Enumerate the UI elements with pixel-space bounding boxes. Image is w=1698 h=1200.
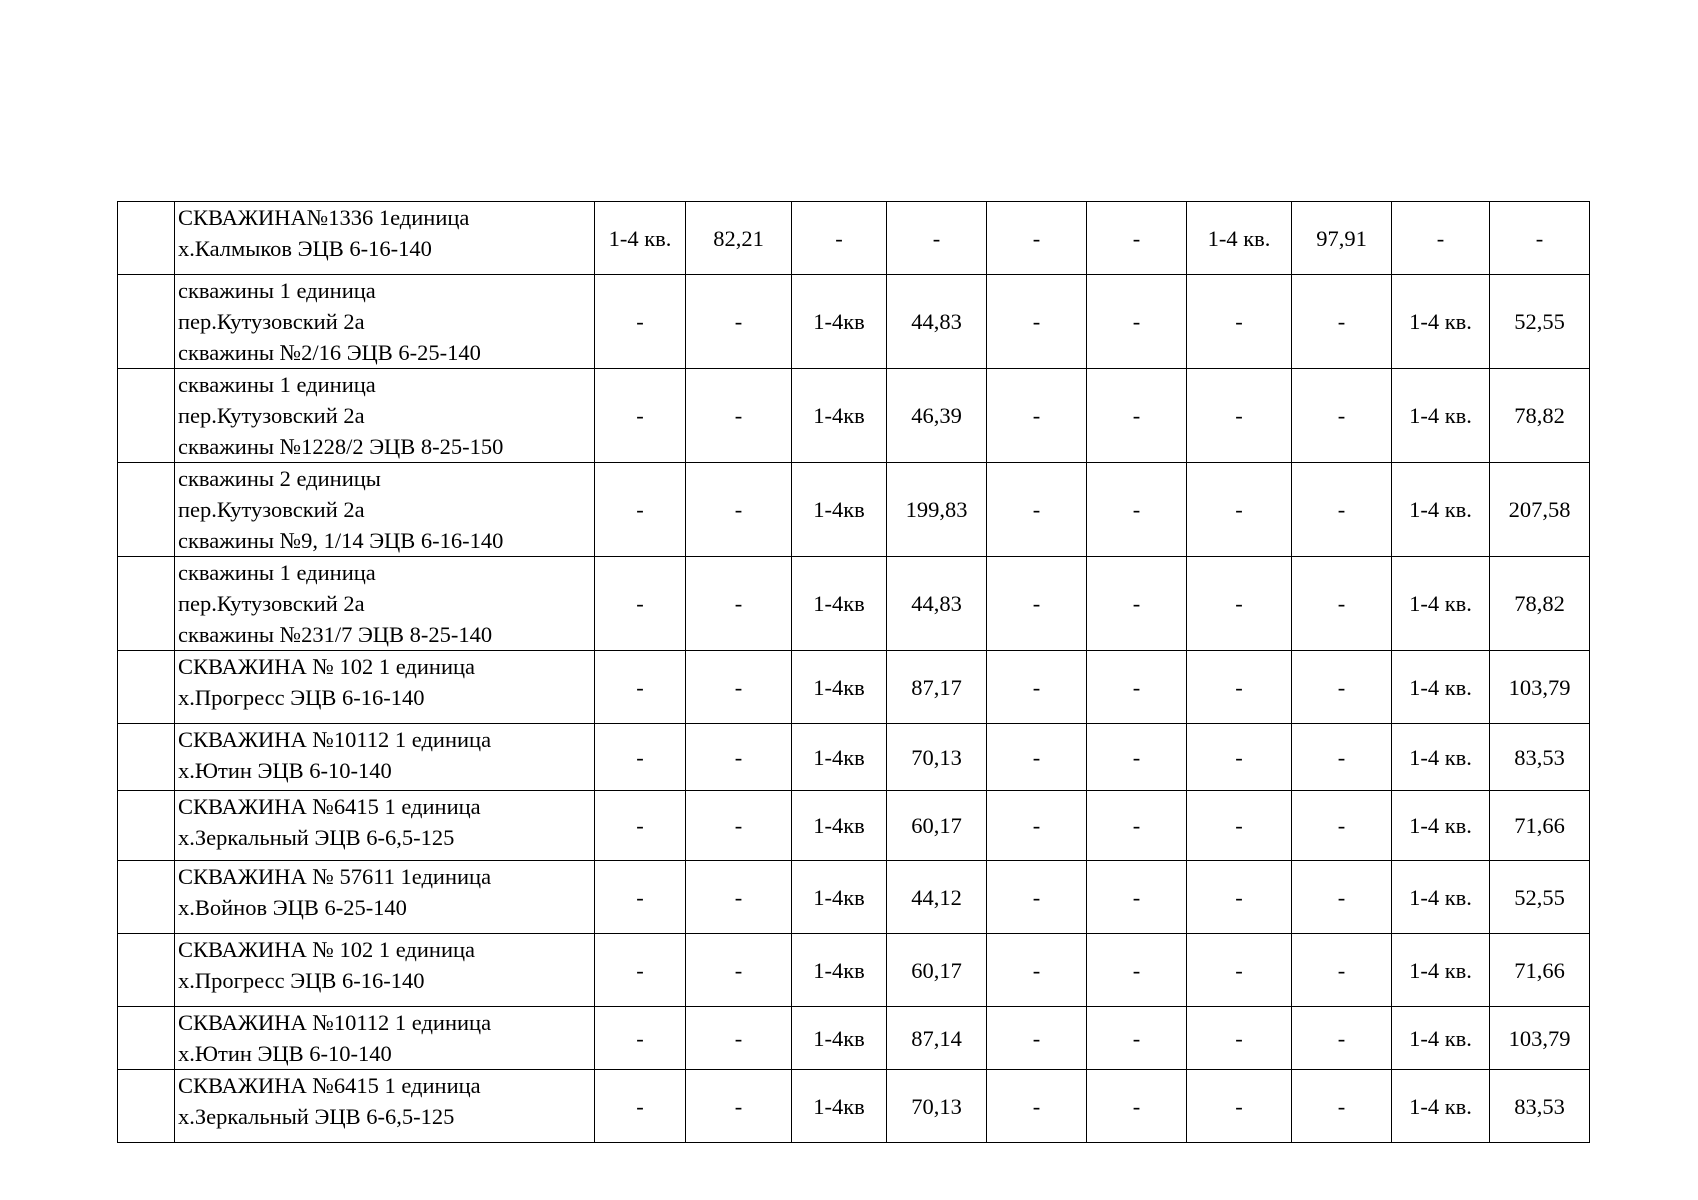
value-cell: - <box>1087 791 1187 861</box>
value-cell: 199,83 <box>887 463 987 557</box>
table-row <box>118 275 1590 369</box>
description-line: пер.Кутузовский 2а <box>178 309 365 334</box>
value-cell: 70,13 <box>887 724 987 791</box>
value-cell: - <box>1292 934 1392 1007</box>
description-line: х.Ютин ЭЦВ 6-10-140 <box>178 1041 392 1066</box>
value-cell: - <box>1087 861 1187 934</box>
description-line: СКВАЖИНА №10112 1 единица <box>178 1010 492 1035</box>
table-row <box>118 369 1590 463</box>
value-cell: 1-4 кв. <box>1392 651 1490 724</box>
value-cell: - <box>1490 202 1590 275</box>
value-cell: 70,13 <box>887 1070 987 1143</box>
table-row <box>118 463 1590 557</box>
value-cell: - <box>686 1007 792 1070</box>
row-number-cell <box>118 1070 175 1143</box>
value-cell: - <box>1087 202 1187 275</box>
value-cell: - <box>1392 202 1490 275</box>
value-cell: 44,12 <box>887 861 987 934</box>
value-cell: - <box>987 724 1087 791</box>
value-cell: - <box>686 651 792 724</box>
value-cell: 1-4кв <box>792 651 887 724</box>
description-line: пер.Кутузовский 2а <box>178 497 365 522</box>
description-line: скважины 2 единицы <box>178 466 381 491</box>
description-cell <box>175 791 595 861</box>
value-cell: 1-4кв <box>792 934 887 1007</box>
value-cell: 1-4 кв. <box>1392 1070 1490 1143</box>
value-cell: - <box>1187 724 1292 791</box>
value-cell: 78,82 <box>1490 369 1590 463</box>
value-cell: 1-4 кв. <box>1392 861 1490 934</box>
description-cell <box>175 202 595 275</box>
value-cell: 1-4 кв. <box>1392 369 1490 463</box>
table-row <box>118 724 1590 791</box>
value-cell: - <box>595 275 686 369</box>
row-number-cell <box>118 791 175 861</box>
value-cell: - <box>1087 557 1187 651</box>
value-cell: - <box>987 463 1087 557</box>
value-cell: - <box>595 724 686 791</box>
value-cell: - <box>1292 1007 1392 1070</box>
value-cell: - <box>595 1007 686 1070</box>
value-cell: - <box>1087 651 1187 724</box>
row-number-cell <box>118 861 175 934</box>
value-cell: 1-4 кв. <box>1392 275 1490 369</box>
value-cell: - <box>595 934 686 1007</box>
table-row <box>118 1007 1590 1070</box>
value-cell: - <box>595 463 686 557</box>
value-cell: - <box>987 202 1087 275</box>
value-cell: - <box>1087 724 1187 791</box>
table-row <box>118 1070 1590 1143</box>
value-cell: - <box>686 934 792 1007</box>
value-cell: - <box>1187 1070 1292 1143</box>
row-number-cell <box>118 557 175 651</box>
value-cell: 87,14 <box>887 1007 987 1070</box>
value-cell: 46,39 <box>887 369 987 463</box>
description-line: СКВАЖИНА №6415 1 единица <box>178 794 481 819</box>
description-line: СКВАЖИНА № 57611 1единица <box>178 864 492 889</box>
value-cell: - <box>792 202 887 275</box>
value-cell: - <box>987 557 1087 651</box>
value-cell: 52,55 <box>1490 275 1590 369</box>
value-cell: 52,55 <box>1490 861 1590 934</box>
value-cell: - <box>987 1070 1087 1143</box>
row-number-cell <box>118 934 175 1007</box>
value-cell: 1-4кв <box>792 724 887 791</box>
description-line: скважины №2/16 ЭЦВ 6-25-140 <box>178 340 481 365</box>
value-cell: 97,91 <box>1292 202 1392 275</box>
value-cell: - <box>1187 861 1292 934</box>
description-line: СКВАЖИНА № 102 1 единица <box>178 654 476 679</box>
value-cell: - <box>1087 463 1187 557</box>
value-cell: - <box>1187 369 1292 463</box>
description-line: СКВАЖИНА №10112 1 единица <box>178 727 492 752</box>
description-cell <box>175 1070 595 1143</box>
row-number-cell <box>118 651 175 724</box>
value-cell: - <box>1187 463 1292 557</box>
description-cell <box>175 369 595 463</box>
description-cell <box>175 275 595 369</box>
value-cell: - <box>987 651 1087 724</box>
value-cell: - <box>1187 791 1292 861</box>
value-cell: 1-4 кв. <box>1392 463 1490 557</box>
value-cell: 83,53 <box>1490 1070 1590 1143</box>
description-cell <box>175 724 595 791</box>
value-cell: - <box>887 202 987 275</box>
description-line: СКВАЖИНА №6415 1 единица <box>178 1073 481 1098</box>
row-number-cell <box>118 275 175 369</box>
value-cell: 1-4 кв. <box>1392 1007 1490 1070</box>
value-cell: - <box>1187 934 1292 1007</box>
table-row <box>118 202 1590 275</box>
value-cell: - <box>1292 275 1392 369</box>
value-cell: - <box>595 791 686 861</box>
value-cell: 1-4кв <box>792 1070 887 1143</box>
value-cell: - <box>686 557 792 651</box>
value-cell: - <box>686 463 792 557</box>
description-line: х.Прогресс ЭЦВ 6-16-140 <box>178 968 425 993</box>
description-line: скважины 1 единица <box>178 372 376 397</box>
description-line: скважины 1 единица <box>178 560 376 585</box>
description-cell <box>175 1007 595 1070</box>
description-cell <box>175 934 595 1007</box>
description-line: скважины №9, 1/14 ЭЦВ 6-16-140 <box>178 528 504 553</box>
value-cell: - <box>1292 1070 1392 1143</box>
description-cell <box>175 557 595 651</box>
value-cell: 1-4 кв. <box>1392 557 1490 651</box>
wells-table <box>117 201 1590 1143</box>
value-cell: 1-4 кв. <box>1392 791 1490 861</box>
value-cell: - <box>1187 275 1292 369</box>
description-line: х.Калмыков ЭЦВ 6-16-140 <box>178 236 432 261</box>
value-cell: - <box>1087 369 1187 463</box>
value-cell: 1-4кв <box>792 557 887 651</box>
description-line: х.Зеркальный ЭЦВ 6-6,5-125 <box>178 825 455 850</box>
description-line: х.Прогресс ЭЦВ 6-16-140 <box>178 685 425 710</box>
value-cell: - <box>1087 934 1187 1007</box>
value-cell: - <box>1087 1007 1187 1070</box>
row-number-cell <box>118 1007 175 1070</box>
value-cell: 1-4 кв. <box>595 202 686 275</box>
value-cell: 87,17 <box>887 651 987 724</box>
value-cell: - <box>1292 463 1392 557</box>
value-cell: - <box>1187 557 1292 651</box>
value-cell: - <box>1292 557 1392 651</box>
value-cell: 1-4кв <box>792 1007 887 1070</box>
row-number-cell <box>118 202 175 275</box>
value-cell: - <box>1292 791 1392 861</box>
value-cell: 60,17 <box>887 934 987 1007</box>
description-cell <box>175 463 595 557</box>
value-cell: 1-4 кв. <box>1392 724 1490 791</box>
value-cell: - <box>686 724 792 791</box>
value-cell: - <box>595 369 686 463</box>
value-cell: - <box>686 861 792 934</box>
value-cell: - <box>1187 1007 1292 1070</box>
value-cell: - <box>987 1007 1087 1070</box>
value-cell: - <box>595 651 686 724</box>
value-cell: - <box>987 934 1087 1007</box>
value-cell: 83,53 <box>1490 724 1590 791</box>
table-row <box>118 861 1590 934</box>
value-cell: 103,79 <box>1490 651 1590 724</box>
value-cell: - <box>1292 369 1392 463</box>
value-cell: 1-4кв <box>792 369 887 463</box>
value-cell: - <box>987 861 1087 934</box>
value-cell: - <box>1292 724 1392 791</box>
description-line: СКВАЖИНА № 102 1 единица <box>178 937 476 962</box>
value-cell: 71,66 <box>1490 791 1590 861</box>
value-cell: 1-4кв <box>792 861 887 934</box>
value-cell: - <box>1087 1070 1187 1143</box>
value-cell: 1-4 кв. <box>1187 202 1292 275</box>
value-cell: - <box>1292 861 1392 934</box>
value-cell: - <box>595 861 686 934</box>
value-cell: - <box>1087 275 1187 369</box>
value-cell: - <box>686 791 792 861</box>
value-cell: 71,66 <box>1490 934 1590 1007</box>
description-line: х.Ютин ЭЦВ 6-10-140 <box>178 758 392 783</box>
description-line: пер.Кутузовский 2а <box>178 591 365 616</box>
value-cell: - <box>686 1070 792 1143</box>
description-line: скважины 1 единица <box>178 278 376 303</box>
value-cell: 103,79 <box>1490 1007 1590 1070</box>
table-row <box>118 934 1590 1007</box>
description-cell <box>175 861 595 934</box>
value-cell: - <box>987 791 1087 861</box>
table-row <box>118 791 1590 861</box>
value-cell: - <box>595 557 686 651</box>
value-cell: 78,82 <box>1490 557 1590 651</box>
description-line: пер.Кутузовский 2а <box>178 403 365 428</box>
value-cell: 44,83 <box>887 275 987 369</box>
table-row <box>118 557 1590 651</box>
description-line: скважины №231/7 ЭЦВ 8-25-140 <box>178 622 493 647</box>
row-number-cell <box>118 724 175 791</box>
value-cell: - <box>987 369 1087 463</box>
value-cell: 1-4кв <box>792 275 887 369</box>
table-row <box>118 651 1590 724</box>
value-cell: 1-4кв <box>792 791 887 861</box>
row-number-cell <box>118 463 175 557</box>
description-line: СКВАЖИНА№1336 1единица <box>178 205 470 230</box>
value-cell: - <box>595 1070 686 1143</box>
value-cell: 60,17 <box>887 791 987 861</box>
value-cell: 207,58 <box>1490 463 1590 557</box>
value-cell: 44,83 <box>887 557 987 651</box>
value-cell: 82,21 <box>686 202 792 275</box>
value-cell: 1-4 кв. <box>1392 934 1490 1007</box>
value-cell: - <box>987 275 1087 369</box>
value-cell: 1-4кв <box>792 463 887 557</box>
value-cell: - <box>686 369 792 463</box>
value-cell: - <box>1292 651 1392 724</box>
description-cell <box>175 651 595 724</box>
description-line: х.Войнов ЭЦВ 6-25-140 <box>178 895 407 920</box>
description-line: скважины №1228/2 ЭЦВ 8-25-150 <box>178 434 504 459</box>
description-line: х.Зеркальный ЭЦВ 6-6,5-125 <box>178 1104 455 1129</box>
value-cell: - <box>686 275 792 369</box>
row-number-cell <box>118 369 175 463</box>
value-cell: - <box>1187 651 1292 724</box>
